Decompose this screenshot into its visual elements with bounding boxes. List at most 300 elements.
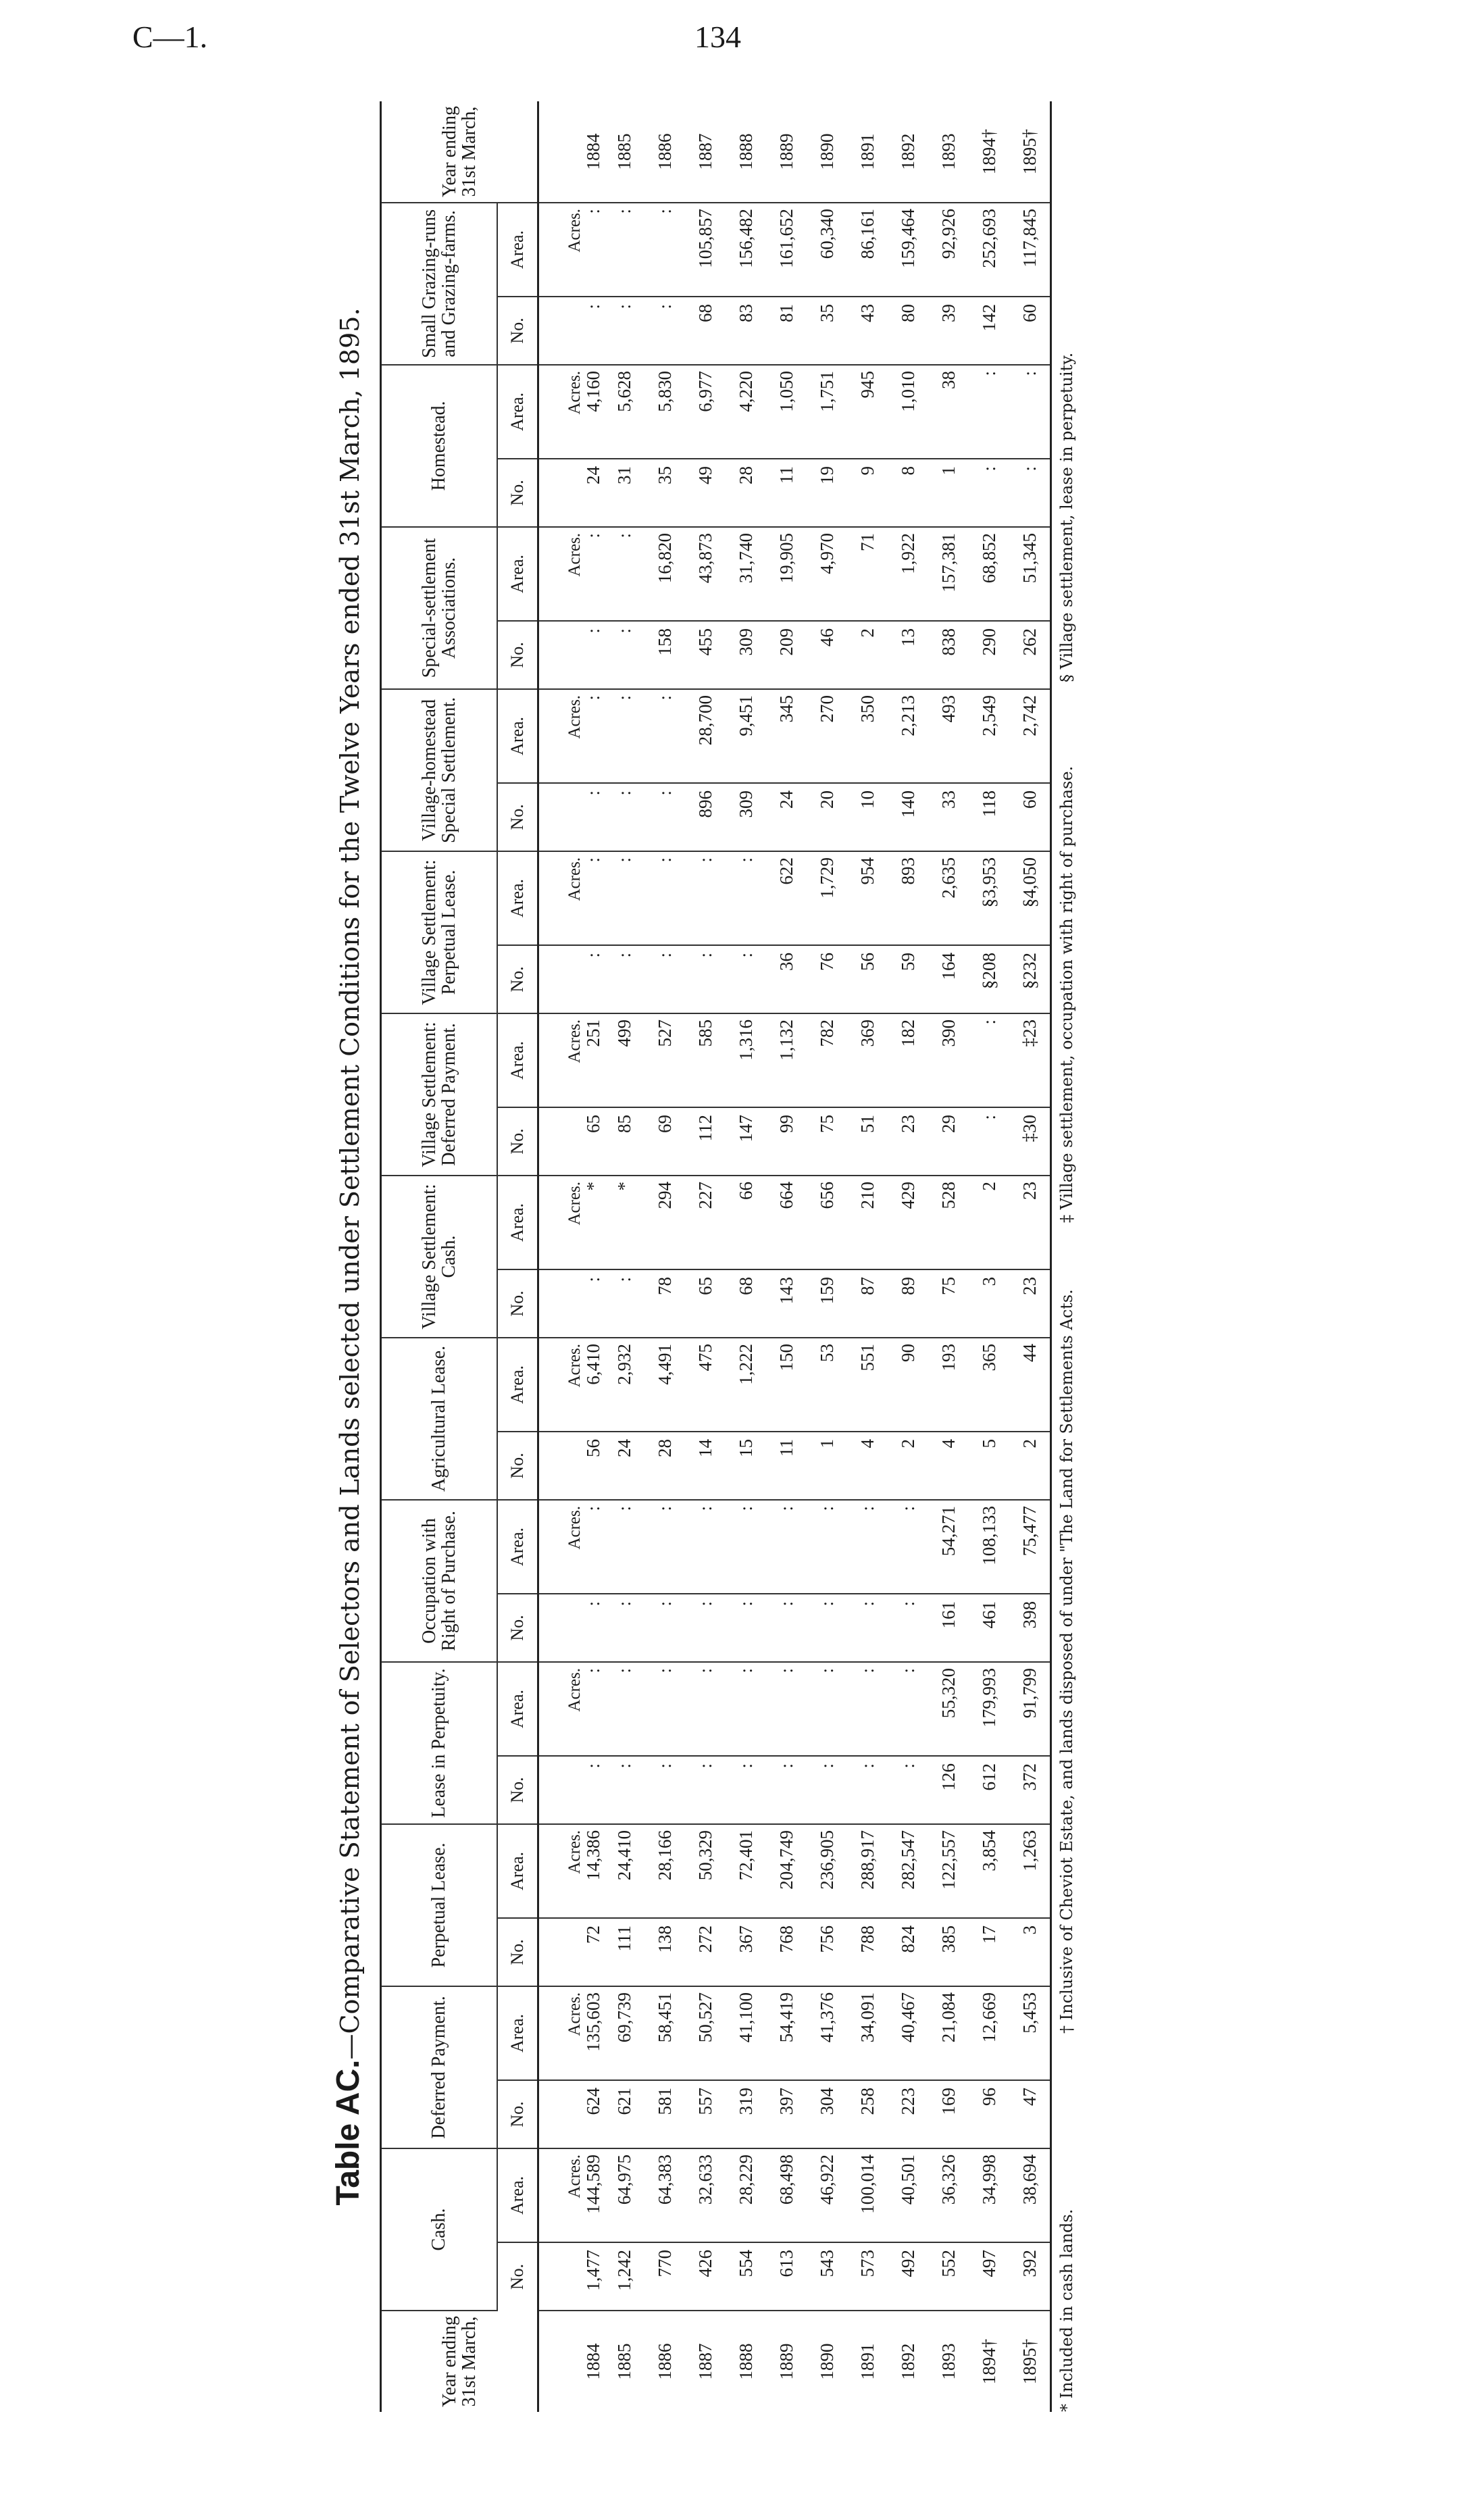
area-subheader: Area. bbox=[497, 851, 538, 945]
count-cell: 455 bbox=[685, 621, 726, 689]
year-cell-right: 1893 bbox=[928, 101, 969, 203]
count-cell: 69 bbox=[644, 1107, 685, 1176]
count-cell: 768 bbox=[766, 1918, 807, 1986]
count-cell: 24 bbox=[538, 459, 605, 527]
count-cell: 28 bbox=[726, 459, 766, 527]
count-cell: ‡30 bbox=[1009, 1107, 1051, 1176]
area-cell: 75,477 bbox=[1009, 1500, 1051, 1594]
area-cell: : bbox=[726, 1500, 766, 1594]
count-cell: 143 bbox=[766, 1269, 807, 1338]
no-subheader: No. bbox=[497, 945, 538, 1013]
footnotes bbox=[1057, 101, 1084, 2412]
area-cell: 91,799 bbox=[1009, 1662, 1051, 1756]
count-cell: 20 bbox=[807, 783, 847, 851]
area-cell: 493 bbox=[928, 689, 969, 783]
count-cell: : bbox=[969, 459, 1009, 527]
area-cell: 24,410 bbox=[604, 1824, 644, 1918]
table-row bbox=[685, 101, 726, 2412]
count-cell: 75 bbox=[928, 1269, 969, 1338]
count-cell: : bbox=[685, 945, 726, 1013]
area-cell: 159,464 bbox=[888, 203, 928, 297]
unit-label: Acres. bbox=[565, 1505, 584, 1550]
area-cell: 43,873 bbox=[685, 527, 726, 621]
area-cell bbox=[538, 365, 605, 459]
area-cell: 41,100 bbox=[726, 1986, 766, 2080]
count-cell: 209 bbox=[766, 621, 807, 689]
count-cell: 138 bbox=[644, 1918, 685, 1986]
no-subheader: No. bbox=[497, 2242, 538, 2311]
year-cell: 1887 bbox=[694, 2343, 715, 2380]
count-cell: 31 bbox=[604, 459, 644, 527]
area-subheader: Area. bbox=[497, 689, 538, 783]
group-header: Cash. bbox=[381, 2148, 498, 2311]
area-cell: 227 bbox=[685, 1176, 726, 1269]
count-cell: 85 bbox=[604, 1107, 644, 1176]
count-cell: 581 bbox=[644, 2080, 685, 2148]
count-cell: 788 bbox=[847, 1918, 888, 1986]
count-cell: 838 bbox=[928, 621, 969, 689]
area-cell: 71 bbox=[847, 527, 888, 621]
area-cell: 193 bbox=[928, 1338, 969, 1432]
unit-label: Acres. bbox=[565, 857, 584, 901]
count-cell: 497 bbox=[969, 2242, 1009, 2311]
area-cell: 54,419 bbox=[766, 1986, 807, 2080]
year-cell-right: 1886 bbox=[644, 101, 685, 203]
count-cell: 4 bbox=[847, 1432, 888, 1500]
area-cell: : bbox=[726, 1662, 766, 1756]
area-cell: : bbox=[604, 1662, 644, 1756]
area-cell: 156,482 bbox=[726, 203, 766, 297]
area-cell: 528 bbox=[928, 1176, 969, 1269]
no-subheader: No. bbox=[497, 621, 538, 689]
no-subheader: No. bbox=[497, 1432, 538, 1500]
unit-label: Acres. bbox=[565, 1668, 584, 1712]
area-cell: 1,132 bbox=[766, 1013, 807, 1107]
area-cell: 429 bbox=[888, 1176, 928, 1269]
area-value: : bbox=[583, 532, 603, 538]
year-cell: 1885 bbox=[613, 2343, 634, 2380]
group-header: Occupation with Right of Purchase. bbox=[381, 1500, 498, 1662]
area-cell: 2,932 bbox=[604, 1338, 644, 1432]
area-cell: 1,010 bbox=[888, 365, 928, 459]
unit-label: Acres. bbox=[565, 532, 584, 577]
year-cell-right: 1890 bbox=[807, 101, 847, 203]
count-cell: : bbox=[888, 1756, 928, 1824]
area-cell: : bbox=[644, 851, 685, 945]
area-cell: 108,133 bbox=[969, 1500, 1009, 1594]
group-header: Lease in Perpetuity. bbox=[381, 1662, 498, 1824]
count-cell: 272 bbox=[685, 1918, 726, 1986]
group-header: Village Settlement: Cash. bbox=[381, 1176, 498, 1338]
count-cell: 397 bbox=[766, 2080, 807, 2148]
area-subheader: Area. bbox=[497, 1500, 538, 1594]
area-subheader: Area. bbox=[497, 365, 538, 459]
table-row bbox=[1009, 101, 1051, 2412]
area-cell bbox=[538, 1013, 605, 1107]
count-cell: : bbox=[538, 1594, 605, 1662]
area-cell: 86,161 bbox=[847, 203, 888, 297]
area-value: 4,160 bbox=[583, 370, 603, 412]
count-cell: : bbox=[604, 297, 644, 365]
count-cell: 554 bbox=[726, 2242, 766, 2311]
table-label: Table AC. bbox=[330, 2059, 366, 2206]
area-value: : bbox=[583, 1668, 603, 1673]
count-cell: 613 bbox=[766, 2242, 807, 2311]
count-cell: 304 bbox=[807, 2080, 847, 2148]
count-cell: : bbox=[807, 1594, 847, 1662]
year-column-header: Year ending 31st March, bbox=[438, 2316, 480, 2407]
count-cell: 372 bbox=[1009, 1756, 1051, 1824]
area-cell bbox=[538, 1500, 605, 1594]
table-row bbox=[726, 101, 766, 2412]
count-cell: : bbox=[538, 783, 605, 851]
count-cell: : bbox=[538, 621, 605, 689]
area-cell: 2 bbox=[969, 1176, 1009, 1269]
table-row bbox=[644, 101, 685, 2412]
area-subheader: Area. bbox=[497, 1662, 538, 1756]
area-cell: : bbox=[644, 689, 685, 783]
table-title bbox=[318, 101, 380, 2412]
no-subheader: No. bbox=[497, 2080, 538, 2148]
count-cell: : bbox=[644, 1756, 685, 1824]
count-cell: 309 bbox=[726, 783, 766, 851]
table-row bbox=[604, 101, 644, 2412]
area-cell: : bbox=[888, 1662, 928, 1756]
area-value: : bbox=[583, 208, 603, 214]
count-cell: 1 bbox=[807, 1432, 847, 1500]
count-cell: 552 bbox=[928, 2242, 969, 2311]
area-subheader: Area. bbox=[497, 1176, 538, 1269]
count-cell: 824 bbox=[888, 1918, 928, 1986]
area-cell: 54,271 bbox=[928, 1500, 969, 1594]
area-cell: 28,166 bbox=[644, 1824, 685, 1918]
area-value: : bbox=[583, 1505, 603, 1511]
area-cell: 4,970 bbox=[807, 527, 847, 621]
area-cell: 46,922 bbox=[807, 2148, 847, 2242]
table-row bbox=[888, 101, 928, 2412]
area-cell: 350 bbox=[847, 689, 888, 783]
group-header: Small Grazing-runs and Grazing-farms. bbox=[381, 203, 498, 365]
count-cell: : bbox=[807, 1756, 847, 1824]
count-cell: 223 bbox=[888, 2080, 928, 2148]
count-cell: 492 bbox=[888, 2242, 928, 2311]
area-cell: : bbox=[847, 1500, 888, 1594]
count-cell: 9 bbox=[847, 459, 888, 527]
count-cell: 367 bbox=[726, 1918, 766, 1986]
no-subheader: No. bbox=[497, 1107, 538, 1176]
area-cell: 41,376 bbox=[807, 1986, 847, 2080]
group-header: Perpetual Lease. bbox=[381, 1824, 498, 1986]
page-number: 134 bbox=[694, 20, 741, 54]
count-cell: §232 bbox=[1009, 945, 1051, 1013]
count-cell: : bbox=[847, 1756, 888, 1824]
area-subheader: Area. bbox=[497, 527, 538, 621]
group-header: Village-homestead Special Settlement. bbox=[381, 689, 498, 851]
area-cell: 122,557 bbox=[928, 1824, 969, 1918]
area-cell: 34,091 bbox=[847, 1986, 888, 2080]
count-cell: 118 bbox=[969, 783, 1009, 851]
table-title-text: —Comparative Statement of Selectors and Lands selected under Settlement Conditions for the Twelve Years ended 31st March, 1895. bbox=[335, 307, 365, 2060]
year-column-header-right: Year ending 31st March, bbox=[381, 101, 538, 203]
count-cell: 72 bbox=[538, 1918, 605, 1986]
area-cell: 365 bbox=[969, 1338, 1009, 1432]
count-cell: 309 bbox=[726, 621, 766, 689]
count-cell: : bbox=[604, 1756, 644, 1824]
count-cell: 17 bbox=[969, 1918, 1009, 1986]
area-value: 144,589 bbox=[583, 2154, 603, 2214]
area-cell: 345 bbox=[766, 689, 807, 783]
count-cell: 612 bbox=[969, 1756, 1009, 1824]
area-cell: 5,830 bbox=[644, 365, 685, 459]
count-cell: 1,242 bbox=[604, 2242, 644, 2311]
count-cell: 28 bbox=[644, 1432, 685, 1500]
count-cell: 23 bbox=[888, 1107, 928, 1176]
footnote: † Inclusive of Cheviot Estate, and lands disposed of under "The Land for Settlements Acts. bbox=[1057, 1289, 1076, 2034]
area-cell: 50,527 bbox=[685, 1986, 726, 2080]
count-cell: 1,477 bbox=[538, 2242, 605, 2311]
count-cell: 3 bbox=[969, 1269, 1009, 1338]
area-cell: 1,050 bbox=[766, 365, 807, 459]
area-cell: : bbox=[604, 527, 644, 621]
count-cell: : bbox=[726, 1594, 766, 1662]
count-cell: 11 bbox=[766, 459, 807, 527]
area-cell: 4,491 bbox=[644, 1338, 685, 1432]
area-cell: : bbox=[604, 851, 644, 945]
count-cell: 89 bbox=[888, 1269, 928, 1338]
year-cell: 1894† bbox=[978, 2338, 999, 2385]
count-cell: 385 bbox=[928, 1918, 969, 1986]
area-cell bbox=[538, 1338, 605, 1432]
year-cell-right: 1884 bbox=[538, 101, 605, 203]
unit-label: Acres. bbox=[565, 695, 584, 739]
area-cell: 161,652 bbox=[766, 203, 807, 297]
area-cell: 475 bbox=[685, 1338, 726, 1432]
area-cell: 282,547 bbox=[888, 1824, 928, 1918]
count-cell: 47 bbox=[1009, 2080, 1051, 2148]
area-cell: 3,854 bbox=[969, 1824, 1009, 1918]
area-cell: 58,451 bbox=[644, 1986, 685, 2080]
area-cell: 288,917 bbox=[847, 1824, 888, 1918]
footnote: ‡ Village settlement, occupation with right of purchase. bbox=[1057, 765, 1076, 1223]
area-cell: 945 bbox=[847, 365, 888, 459]
count-cell: 398 bbox=[1009, 1594, 1051, 1662]
year-cell: 1893 bbox=[938, 2343, 959, 2380]
unit-label: Acres. bbox=[565, 208, 584, 253]
count-cell: : bbox=[604, 1594, 644, 1662]
area-cell: 6,977 bbox=[685, 365, 726, 459]
area-cell: 2,635 bbox=[928, 851, 969, 945]
area-value: * bbox=[583, 1181, 603, 1191]
count-cell: : bbox=[538, 1756, 605, 1824]
area-cell: 53 bbox=[807, 1338, 847, 1432]
count-cell: 56 bbox=[847, 945, 888, 1013]
count-cell: 8 bbox=[888, 459, 928, 527]
count-cell: : bbox=[604, 783, 644, 851]
count-cell: 147 bbox=[726, 1107, 766, 1176]
area-cell bbox=[538, 851, 605, 945]
area-cell bbox=[538, 1662, 605, 1756]
year-cell: 1892 bbox=[897, 2343, 918, 2380]
area-cell: 60,340 bbox=[807, 203, 847, 297]
area-value: 14,386 bbox=[583, 1830, 603, 1881]
group-header: Village Settlement: Perpetual Lease. bbox=[381, 851, 498, 1013]
count-cell: 624 bbox=[538, 2080, 605, 2148]
area-cell: 150 bbox=[766, 1338, 807, 1432]
group-header: Village Settlement: Deferred Payment. bbox=[381, 1013, 498, 1176]
count-cell: 3 bbox=[1009, 1918, 1051, 1986]
area-value: 135,603 bbox=[583, 1992, 603, 2052]
year-cell-right: 1892 bbox=[888, 101, 928, 203]
area-cell: 64,383 bbox=[644, 2148, 685, 2242]
area-cell: : bbox=[888, 1500, 928, 1594]
count-cell: 319 bbox=[726, 2080, 766, 2148]
area-cell: 34,998 bbox=[969, 2148, 1009, 2242]
area-cell bbox=[538, 527, 605, 621]
count-cell: 756 bbox=[807, 1918, 847, 1986]
year-cell-right: 1885 bbox=[604, 101, 644, 203]
area-cell: : bbox=[604, 203, 644, 297]
count-cell: 1 bbox=[928, 459, 969, 527]
area-cell: * bbox=[604, 1176, 644, 1269]
area-cell: 72,401 bbox=[726, 1824, 766, 1918]
count-cell: 290 bbox=[969, 621, 1009, 689]
table-row bbox=[847, 101, 888, 2412]
count-cell: 59 bbox=[888, 945, 928, 1013]
area-cell bbox=[538, 689, 605, 783]
area-cell: 40,467 bbox=[888, 1986, 928, 2080]
area-cell: 204,749 bbox=[766, 1824, 807, 1918]
area-subheader: Area. bbox=[497, 1824, 538, 1918]
count-cell: 11 bbox=[766, 1432, 807, 1500]
area-cell: 585 bbox=[685, 1013, 726, 1107]
area-subheader: Area. bbox=[497, 1013, 538, 1107]
count-cell: 5 bbox=[969, 1432, 1009, 1500]
area-cell: 157,381 bbox=[928, 527, 969, 621]
area-cell: : bbox=[766, 1500, 807, 1594]
count-cell: §208 bbox=[969, 945, 1009, 1013]
count-cell: 46 bbox=[807, 621, 847, 689]
count-cell: 60 bbox=[1009, 297, 1051, 365]
area-cell bbox=[538, 203, 605, 297]
count-cell: 68 bbox=[685, 297, 726, 365]
area-cell: : bbox=[685, 851, 726, 945]
area-cell: 5,453 bbox=[1009, 1986, 1051, 2080]
area-cell: : bbox=[807, 1662, 847, 1756]
count-cell: : bbox=[685, 1594, 726, 1662]
count-cell: : bbox=[726, 945, 766, 1013]
area-cell bbox=[538, 1176, 605, 1269]
area-value: 6,410 bbox=[583, 1343, 603, 1385]
count-cell: : bbox=[604, 621, 644, 689]
count-cell: 19 bbox=[807, 459, 847, 527]
area-cell: : bbox=[685, 1500, 726, 1594]
year-cell: 1890 bbox=[816, 2343, 837, 2380]
count-cell: 33 bbox=[928, 783, 969, 851]
count-cell: 262 bbox=[1009, 621, 1051, 689]
area-cell: 1,729 bbox=[807, 851, 847, 945]
area-cell: : bbox=[847, 1662, 888, 1756]
no-subheader: No. bbox=[497, 783, 538, 851]
count-cell: 2 bbox=[888, 1432, 928, 1500]
count-cell: : bbox=[604, 945, 644, 1013]
area-cell: 90 bbox=[888, 1338, 928, 1432]
count-cell: 35 bbox=[807, 297, 847, 365]
area-cell: 21,084 bbox=[928, 1986, 969, 2080]
area-cell: : bbox=[644, 203, 685, 297]
settlement-table bbox=[380, 101, 1052, 2412]
no-subheader: No. bbox=[497, 1918, 538, 1986]
count-cell: 23 bbox=[1009, 1269, 1051, 1338]
count-cell: 2 bbox=[847, 621, 888, 689]
area-cell: 19,905 bbox=[766, 527, 807, 621]
area-subheader: Area. bbox=[497, 1338, 538, 1432]
count-cell: : bbox=[888, 1594, 928, 1662]
count-cell: 65 bbox=[538, 1107, 605, 1176]
area-cell: 117,845 bbox=[1009, 203, 1051, 297]
count-cell: 13 bbox=[888, 621, 928, 689]
area-cell: 294 bbox=[644, 1176, 685, 1269]
count-cell: 24 bbox=[604, 1432, 644, 1500]
area-cell: 28,229 bbox=[726, 2148, 766, 2242]
unit-label: Acres. bbox=[565, 370, 584, 415]
area-cell: 32,633 bbox=[685, 2148, 726, 2242]
year-cell-right: 1887 bbox=[685, 101, 726, 203]
count-cell: 81 bbox=[766, 297, 807, 365]
count-cell: : bbox=[644, 945, 685, 1013]
count-cell: : bbox=[685, 1756, 726, 1824]
area-cell: 36,326 bbox=[928, 2148, 969, 2242]
count-cell: 43 bbox=[847, 297, 888, 365]
area-cell bbox=[538, 2148, 605, 2242]
area-cell: 50,329 bbox=[685, 1824, 726, 1918]
year-cell: 1891 bbox=[857, 2343, 878, 2380]
area-cell: 16,820 bbox=[644, 527, 685, 621]
year-cell: 1884 bbox=[583, 2343, 603, 2380]
area-cell: 44 bbox=[1009, 1338, 1051, 1432]
count-cell: 426 bbox=[685, 2242, 726, 2311]
group-header: Homestead. bbox=[381, 365, 498, 527]
count-cell: 112 bbox=[685, 1107, 726, 1176]
area-cell: : bbox=[685, 1662, 726, 1756]
count-cell: 15 bbox=[726, 1432, 766, 1500]
count-cell: 621 bbox=[604, 2080, 644, 2148]
count-cell: 111 bbox=[604, 1918, 644, 1986]
area-cell: 64,975 bbox=[604, 2148, 644, 2242]
area-cell: 179,993 bbox=[969, 1662, 1009, 1756]
count-cell: 10 bbox=[847, 783, 888, 851]
unit-label: Acres. bbox=[565, 1992, 584, 2036]
count-cell: 770 bbox=[644, 2242, 685, 2311]
area-value: : bbox=[583, 695, 603, 701]
area-cell: 31,740 bbox=[726, 527, 766, 621]
area-cell: 9,451 bbox=[726, 689, 766, 783]
year-cell: 1886 bbox=[654, 2343, 675, 2380]
table-row bbox=[538, 101, 605, 2412]
count-cell: 65 bbox=[685, 1269, 726, 1338]
area-cell: 1,222 bbox=[726, 1338, 766, 1432]
area-cell: 782 bbox=[807, 1013, 847, 1107]
area-cell: : bbox=[766, 1662, 807, 1756]
year-cell: 1889 bbox=[776, 2343, 796, 2380]
count-cell: 78 bbox=[644, 1269, 685, 1338]
group-header: Deferred Payment. bbox=[381, 1986, 498, 2148]
area-cell: 622 bbox=[766, 851, 807, 945]
table-row bbox=[766, 101, 807, 2412]
table-row bbox=[807, 101, 847, 2412]
area-cell: 38,694 bbox=[1009, 2148, 1051, 2242]
area-cell bbox=[538, 1824, 605, 1918]
area-cell: 100,014 bbox=[847, 2148, 888, 2242]
